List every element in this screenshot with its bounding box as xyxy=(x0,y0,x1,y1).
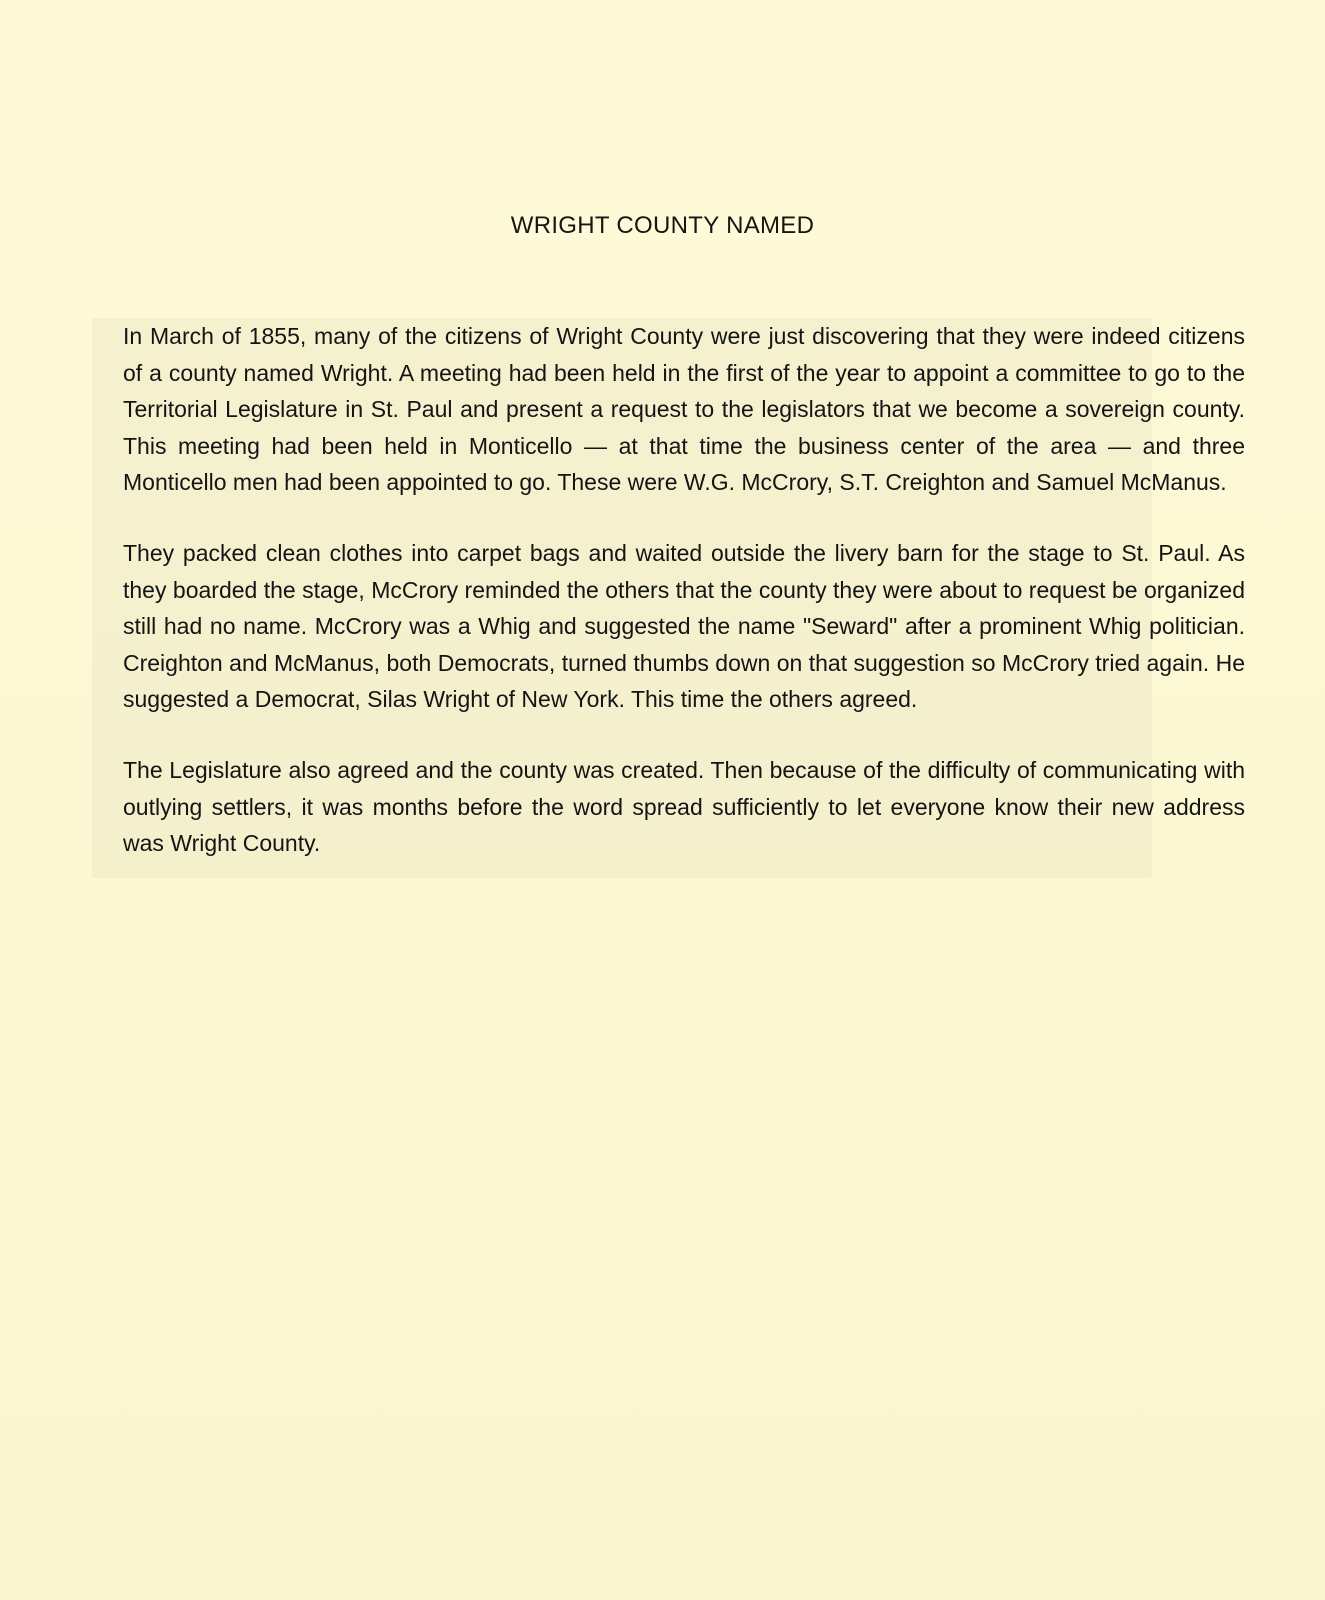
article-body xyxy=(123,318,1245,896)
paragraph-2: They packed clean clothes into carpet bags and waited outside the livery barn for the stage to St. Paul. As they boarded the stage, McCrory reminded the others that the county they were about to request be organized still had no name. McCrory was a Whig and suggested the name "Seward" after a prominent Whig politician. Creighton and McManus, both Democrats, turned thumbs down on that suggestion so McCrory tried again. He suggested a Democrat, Silas Wright of New York. This time the others agreed. xyxy=(123,539,1245,713)
paragraph-3: The Legislature also agreed and the county was created. Then because of the difficulty of communicating with outlying settlers, it was months before the word spread sufficiently to let everyone know their new address was Wright County. xyxy=(123,756,1245,857)
paragraph-1: In March of 1855, many of the citizens of Wright County were just discovering that they were indeed citizens of a county named Wright. A meeting had been held in the first of the year to appoint a committee to go to the Territorial Legislature in St. Paul and present a request to the legislators that we become a sovereign county. This meeting had been held in Monticello — at that time the business center of the area — and three Monticello men had been appointed to go. These were W.G. McCrory, S.T. Creighton and Samuel McManus. xyxy=(123,323,1245,496)
page-title: WRIGHT COUNTY NAMED xyxy=(510,212,815,239)
